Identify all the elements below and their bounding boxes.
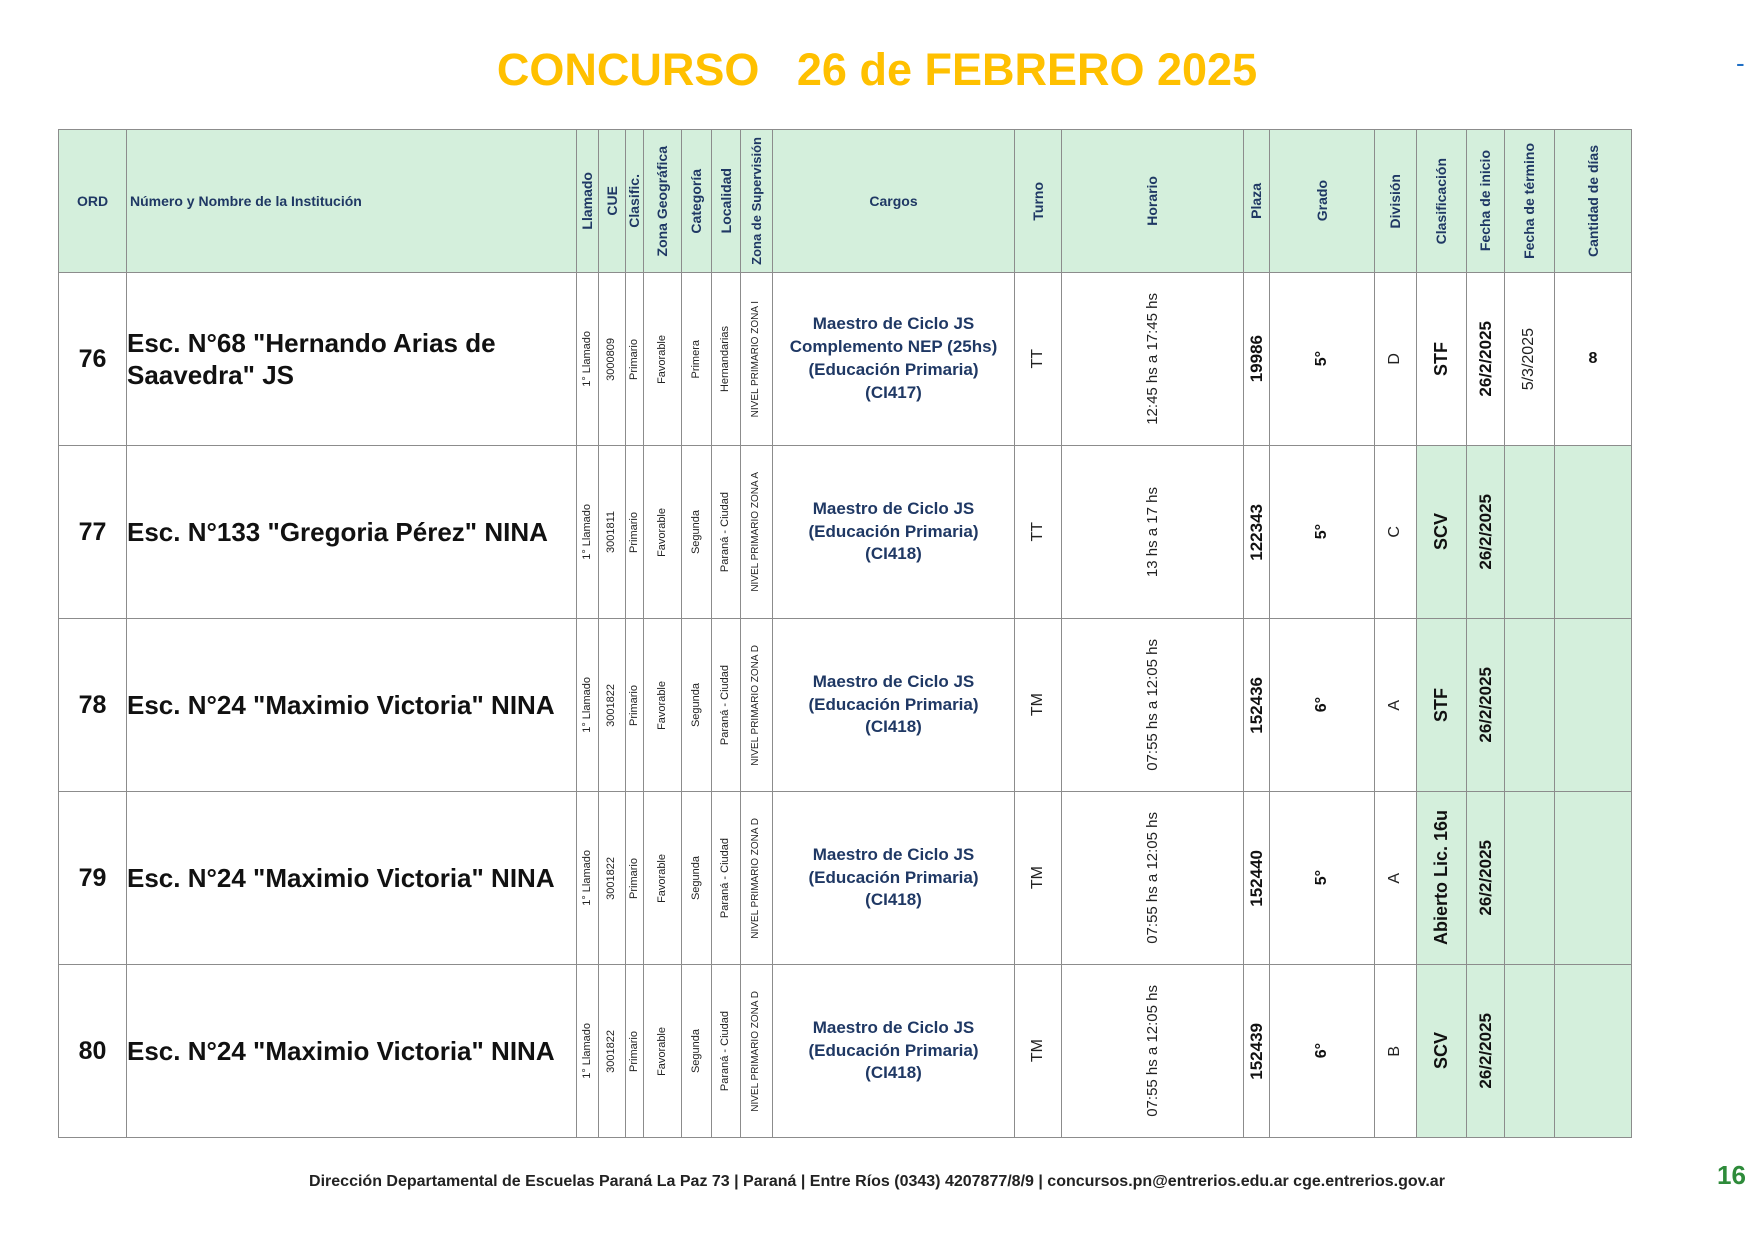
cell-zona-supervision: NIVEL PRIMARIO ZONA I	[741, 273, 773, 446]
cell-clasificacion: STF	[1417, 619, 1467, 792]
cell-horario: 07:55 hs a 12:05 hs	[1062, 792, 1244, 965]
cell-fecha-inicio: 26/2/2025	[1467, 619, 1505, 792]
cell-turno: TM	[1015, 965, 1062, 1138]
cell-fecha-termino	[1505, 792, 1555, 965]
cell-clasificacion: STF	[1417, 273, 1467, 446]
cell-horario: 07:55 hs a 12:05 hs	[1062, 619, 1244, 792]
cell-clasific: Primario	[626, 965, 644, 1138]
cell-clasific: Primario	[626, 273, 644, 446]
cell-zona-supervision: NIVEL PRIMARIO ZONA D	[741, 792, 773, 965]
cell-llamado: 1° Llamado	[577, 965, 599, 1138]
cell-clasificacion: Abierto Lic. 16u	[1417, 792, 1467, 965]
cell-fecha-inicio: 26/2/2025	[1467, 446, 1505, 619]
cell-division: B	[1375, 965, 1417, 1138]
cell-fecha-termino	[1505, 965, 1555, 1138]
cell-turno: TT	[1015, 446, 1062, 619]
cell-categoria: Segunda	[682, 792, 712, 965]
header-clasific: Clasific.	[626, 130, 644, 273]
header-cue: CUE	[599, 130, 626, 273]
header-row	[59, 130, 1632, 273]
cell-clasificacion: SCV	[1417, 965, 1467, 1138]
cell-grado: 6°	[1270, 619, 1375, 792]
cell-plaza: 19986	[1244, 273, 1270, 446]
cell-fecha-termino: 5/3/2025	[1505, 273, 1555, 446]
cell-ord: 77	[59, 446, 127, 619]
cell-cantidad-dias: 8	[1555, 273, 1632, 446]
cell-fecha-inicio: 26/2/2025	[1467, 792, 1505, 965]
cell-zona-supervision: NIVEL PRIMARIO ZONA A	[741, 446, 773, 619]
cell-turno: TM	[1015, 619, 1062, 792]
header-grado: Grado	[1270, 130, 1375, 273]
cell-division: A	[1375, 619, 1417, 792]
cell-localidad: Paraná - Ciudad	[712, 446, 741, 619]
cell-zona-geografica: Favorable	[644, 792, 682, 965]
header-clasificacion: Clasificación	[1417, 130, 1467, 273]
header-cargos: Cargos	[773, 130, 1015, 273]
cell-categoria: Segunda	[682, 619, 712, 792]
cell-institucion: Esc. N°24 "Maximio Victoria" NINA	[127, 619, 577, 792]
footer-contact: Dirección Departamental de Escuelas Paraná La Paz 73 | Paraná | Entre Ríos (0343) 4207877/8/9 | concursos.pn@entrerios.edu.ar cge.entrerios.gov.ar	[309, 1173, 1445, 1190]
table-row	[59, 619, 1632, 792]
header-ord: ORD	[59, 130, 127, 273]
cell-llamado: 1° Llamado	[577, 446, 599, 619]
cell-turno: TM	[1015, 792, 1062, 965]
header-horario: Horario	[1062, 130, 1244, 273]
header-plaza: Plaza	[1244, 130, 1270, 273]
cell-division: D	[1375, 273, 1417, 446]
cell-localidad: Paraná - Ciudad	[712, 792, 741, 965]
cell-institucion: Esc. N°24 "Maximio Victoria" NINA	[127, 792, 577, 965]
cell-zona-supervision: NIVEL PRIMARIO ZONA D	[741, 619, 773, 792]
cell-zona-geografica: Favorable	[644, 273, 682, 446]
table-row	[59, 446, 1632, 619]
cell-ord: 78	[59, 619, 127, 792]
cell-clasific: Primario	[626, 619, 644, 792]
header-turno: Turno	[1015, 130, 1062, 273]
table-row	[59, 792, 1632, 965]
cell-clasific: Primario	[626, 792, 644, 965]
cell-ord: 79	[59, 792, 127, 965]
concurso-table	[58, 129, 1632, 1138]
corner-link-mark[interactable]: -	[1736, 48, 1745, 78]
cell-fecha-inicio: 26/2/2025	[1467, 965, 1505, 1138]
cell-institucion: Esc. N°68 "Hernando Arias de Saavedra" JS	[127, 273, 577, 446]
cell-clasificacion: SCV	[1417, 446, 1467, 619]
cell-horario: 07:55 hs a 12:05 hs	[1062, 965, 1244, 1138]
cell-turno: TT	[1015, 273, 1062, 446]
table-row	[59, 965, 1632, 1138]
header-zona-supervision: Zona de Supervisión	[741, 130, 773, 273]
cell-grado: 5°	[1270, 792, 1375, 965]
cell-llamado: 1° Llamado	[577, 792, 599, 965]
cell-fecha-inicio: 26/2/2025	[1467, 273, 1505, 446]
cell-horario: 13 hs a 17 hs	[1062, 446, 1244, 619]
cell-plaza: 152440	[1244, 792, 1270, 965]
cell-cargo: Maestro de Ciclo JS (Educación Primaria) (CI418)	[773, 446, 1015, 619]
cell-categoria: Segunda	[682, 965, 712, 1138]
cell-clasific: Primario	[626, 446, 644, 619]
cell-cue: 3000809	[599, 273, 626, 446]
page-title: CONCURSO 26 de FEBRERO 2025	[496, 44, 1258, 95]
cell-localidad: Paraná - Ciudad	[712, 965, 741, 1138]
cell-institucion: Esc. N°24 "Maximio Victoria" NINA	[127, 965, 577, 1138]
cell-categoria: Segunda	[682, 446, 712, 619]
cell-cantidad-dias	[1555, 619, 1632, 792]
header-zona-geografica: Zona Geográfica	[644, 130, 682, 273]
cell-zona-supervision: NIVEL PRIMARIO ZONA D	[741, 965, 773, 1138]
cell-ord: 76	[59, 273, 127, 446]
cell-cargo: Maestro de Ciclo JS (Educación Primaria) (CI418)	[773, 792, 1015, 965]
cell-cue: 3001822	[599, 965, 626, 1138]
cell-zona-geografica: Favorable	[644, 965, 682, 1138]
header-institucion: Número y Nombre de la Institución	[127, 130, 577, 273]
cell-division: A	[1375, 792, 1417, 965]
table-row	[59, 273, 1632, 446]
header-categoria: Categoría	[682, 130, 712, 273]
cell-institucion: Esc. N°133 "Gregoria Pérez" NINA	[127, 446, 577, 619]
cell-horario: 12:45 hs a 17:45 hs	[1062, 273, 1244, 446]
cell-cue: 3001822	[599, 619, 626, 792]
header-llamado: Llamado	[577, 130, 599, 273]
cell-zona-geografica: Favorable	[644, 619, 682, 792]
header-fecha-termino: Fecha de término	[1505, 130, 1555, 273]
cell-cantidad-dias	[1555, 792, 1632, 965]
cell-plaza: 152436	[1244, 619, 1270, 792]
cell-llamado: 1° Llamado	[577, 273, 599, 446]
cell-grado: 5°	[1270, 273, 1375, 446]
cell-cantidad-dias	[1555, 446, 1632, 619]
cell-division: C	[1375, 446, 1417, 619]
cell-fecha-termino	[1505, 619, 1555, 792]
cell-grado: 6°	[1270, 965, 1375, 1138]
header-fecha-inicio: Fecha de inicio	[1467, 130, 1505, 273]
cell-grado: 5°	[1270, 446, 1375, 619]
cell-cargo: Maestro de Ciclo JS Complemento NEP (25hs) (Educación Primaria) (CI417)	[773, 273, 1015, 446]
cell-llamado: 1° Llamado	[577, 619, 599, 792]
cell-fecha-termino	[1505, 446, 1555, 619]
cell-zona-geografica: Favorable	[644, 446, 682, 619]
cell-cargo: Maestro de Ciclo JS (Educación Primaria) (CI418)	[773, 619, 1015, 792]
cell-ord: 80	[59, 965, 127, 1138]
cell-cue: 3001811	[599, 446, 626, 619]
cell-cargo: Maestro de Ciclo JS (Educación Primaria) (CI418)	[773, 965, 1015, 1138]
cell-plaza: 152439	[1244, 965, 1270, 1138]
cell-localidad: Paraná - Ciudad	[712, 619, 741, 792]
cell-cantidad-dias	[1555, 965, 1632, 1138]
header-division: División	[1375, 130, 1417, 273]
cell-cue: 3001822	[599, 792, 626, 965]
header-localidad: Localidad	[712, 130, 741, 273]
header-cantidad-dias: Cantidad de días	[1555, 130, 1632, 273]
cell-plaza: 122343	[1244, 446, 1270, 619]
cell-categoria: Primera	[682, 273, 712, 446]
page-number: 16	[1717, 1160, 1746, 1190]
cell-localidad: Hernandarias	[712, 273, 741, 446]
